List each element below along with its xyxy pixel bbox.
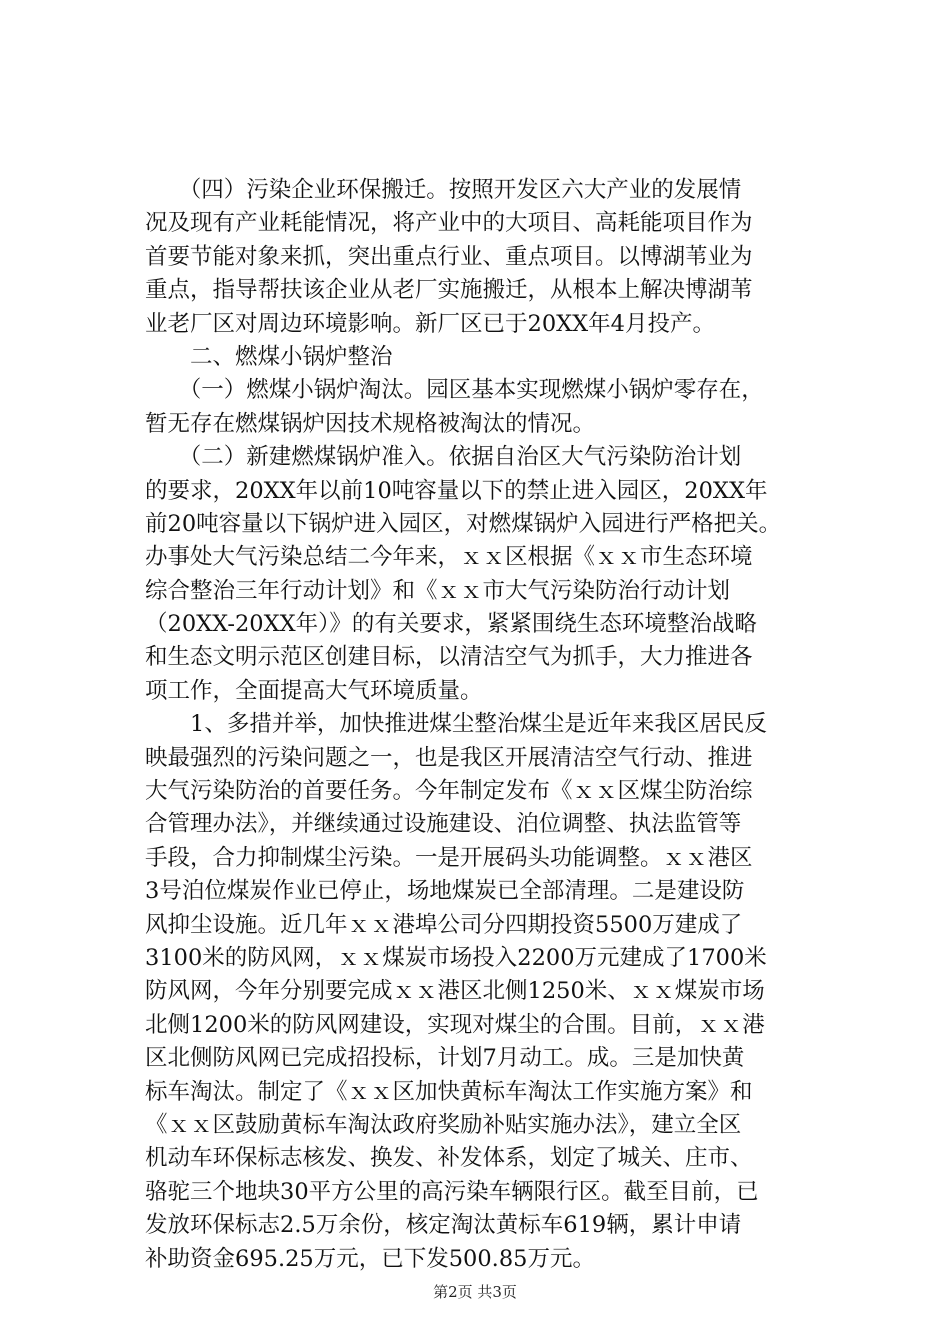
text-line: （20XX-20XX年）》的有关要求，紧紧围绕生态环境整治战略 bbox=[145, 611, 757, 638]
page-footer: 第2页 共3页 bbox=[433, 1283, 517, 1301]
text-line: 补助资金695.25万元，已下发500.85万元。 bbox=[145, 1245, 595, 1272]
text-line: 项工作，全面提高大气环境质量。 bbox=[145, 677, 483, 704]
text-line: 手段，合力抑制煤尘污染。一是开展码头功能调整。ｘｘ港区 bbox=[145, 844, 753, 871]
text-line: （四）污染企业环保搬迁。按照开发区六大产业的发展情 bbox=[145, 177, 742, 203]
text-line: 的要求，20XX年以前10吨容量以下的禁止进入园区，20XX年 bbox=[145, 477, 768, 504]
text-line: 大气污染防治的首要任务。今年制定发布《ｘｘ区煤尘防治综 bbox=[145, 778, 753, 805]
text-line: 3号泊位煤炭作业已停止，场地煤炭已全部清理。二是建设防 bbox=[145, 878, 745, 905]
text-line: 和生态文明示范区创建目标，以清洁空气为抓手，大力推进各 bbox=[145, 644, 753, 671]
text-line: 况及现有产业耗能情况，将产业中的大项目、高耗能项目作为 bbox=[145, 210, 753, 237]
text-line: 机动车环保标志核发、换发、补发体系，划定了城关、庄市、 bbox=[145, 1145, 753, 1172]
text-line: 3100米的防风网，ｘｘ煤炭市场投入2200万元建成了1700米 bbox=[145, 944, 767, 971]
text-line: 标车淘汰。制定了《ｘｘ区加快黄标车淘汰工作实施方案》和 bbox=[145, 1078, 753, 1105]
text-line: 业老厂区对周边环境影响。新厂区已于20XX年4月投产。 bbox=[145, 310, 715, 337]
text-line: 映最强烈的污染问题之一，也是我区开展清洁空气行动、推进 bbox=[145, 744, 753, 771]
text-line: 综合整治三年行动计划》和《ｘｘ市大气污染防治行动计划 bbox=[145, 577, 731, 604]
text-line: 防风网，今年分别要完成ｘｘ港区北侧1250米、ｘｘ煤炭市场 bbox=[145, 978, 765, 1005]
text-line: 骆驼三个地块30平方公里的高污染车辆限行区。截至目前，已 bbox=[145, 1178, 759, 1205]
text-line: 首要节能对象来抓，突出重点行业、重点项目。以博湖苇业为 bbox=[145, 243, 753, 270]
document-body bbox=[145, 174, 845, 1276]
text-line: 办事处大气污染总结二今年来，ｘｘ区根据《ｘｘ市生态环境 bbox=[145, 544, 753, 571]
text-line: 《ｘｘ区鼓励黄标车淘汰政府奖励补贴实施办法》，建立全区 bbox=[145, 1111, 742, 1138]
text-line: 发放环保标志2.5万余份，核定淘汰黄标车619辆，累计申请 bbox=[145, 1212, 742, 1239]
text-line: 合管理办法》，并继续通过设施建设、泊位调整、执法监管等 bbox=[145, 811, 742, 838]
text-line: （二）新建燃煤锅炉准入。依据自治区大气污染防治计划 bbox=[145, 444, 742, 471]
text-line: 1、多措并举，加快推进煤尘整治煤尘是近年来我区居民反 bbox=[145, 711, 767, 738]
text-line: 二、燃煤小锅炉整治 bbox=[145, 343, 393, 370]
text-line: （一）燃煤小锅炉淘汰。园区基本实现燃煤小锅炉零存在， bbox=[145, 377, 764, 404]
text-line: 前20吨容量以下锅炉进入园区，对燃煤锅炉入园进行严格把关。 bbox=[145, 510, 782, 537]
text-line: 暂无存在燃煤锅炉因技术规格被淘汰的情况。 bbox=[145, 410, 596, 437]
text-line: 区北侧防风网已完成招投标，计划7月动工。成。三是加快黄 bbox=[145, 1045, 745, 1072]
text-line: 北侧1200米的防风网建设，实现对煤尘的合围。目前，ｘｘ港 bbox=[145, 1011, 765, 1038]
text-line: 重点，指导帮扶该企业从老厂实施搬迁，从根本上解决博湖苇 bbox=[145, 277, 753, 304]
text-line: 风抑尘设施。近几年ｘｘ港埠公司分四期投资5500万建成了 bbox=[145, 911, 743, 938]
